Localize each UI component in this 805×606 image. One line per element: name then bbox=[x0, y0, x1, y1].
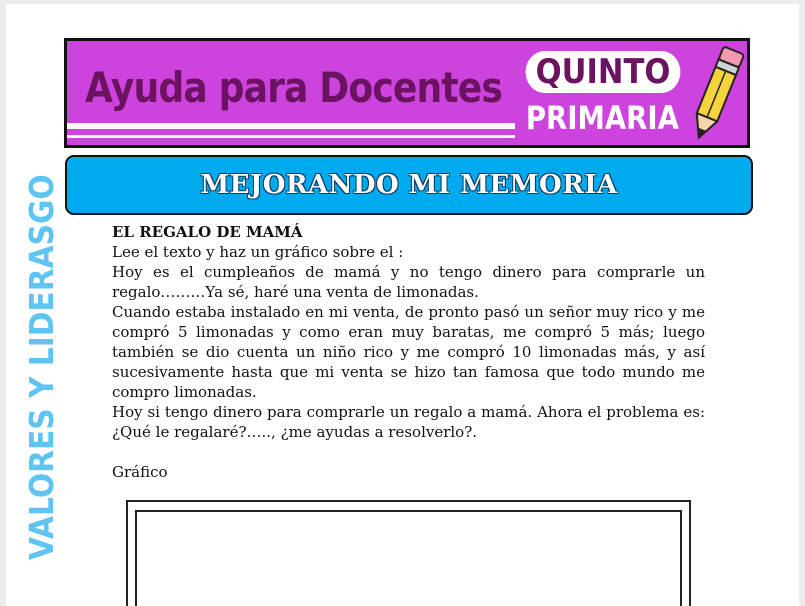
worksheet-title: MEJORANDO MI MEMORIA bbox=[200, 170, 618, 200]
drawing-box bbox=[126, 500, 691, 606]
header-banner bbox=[64, 38, 750, 148]
graphic-label: Gráfico bbox=[112, 463, 168, 481]
reading-content bbox=[112, 222, 705, 482]
banner-stripe-thin bbox=[67, 135, 515, 138]
banner-stripe bbox=[67, 123, 515, 129]
worksheet-page bbox=[6, 4, 799, 606]
story-paragraph: Cuando estaba instalado en mi venta, de pronto pasó un señor muy rico y me compró 5 limonadas y como eran muy baratas, me compró 5 más; luego también se dio cuenta un niño rico y me compró 10 limonadas más, y así sucesivamente hasta que mi venta se hizo tan famosa que todo mundo me compro limonadas. bbox=[112, 303, 705, 401]
side-label bbox=[22, 174, 61, 560]
story-heading: EL REGALO DE MAMÁ bbox=[112, 223, 303, 241]
grade-badge: QUINTO bbox=[526, 51, 681, 93]
instruction-text: Lee el texto y haz un gráfico sobre el : bbox=[112, 243, 404, 261]
pencil-icon bbox=[683, 43, 749, 147]
story-paragraph: Hoy es el cumpleaños de mamá y no tengo dinero para comprarle un regalo………Ya sé, haré una venta de limonadas. bbox=[112, 263, 705, 301]
level-label: PRIMARIA bbox=[525, 99, 679, 137]
story-paragraph: Hoy si tengo dinero para comprarle un regalo a mamá. Ahora el problema es: ¿Qué le regalaré?….., ¿me ayudas a resolverlo?. bbox=[112, 403, 705, 441]
brand-title: Ayuda para Docentes bbox=[85, 63, 503, 112]
spacer bbox=[112, 442, 705, 462]
drawing-area bbox=[135, 510, 682, 606]
side-label-text: VALORES Y LIDERASGO bbox=[22, 174, 61, 560]
title-bar bbox=[65, 155, 753, 215]
